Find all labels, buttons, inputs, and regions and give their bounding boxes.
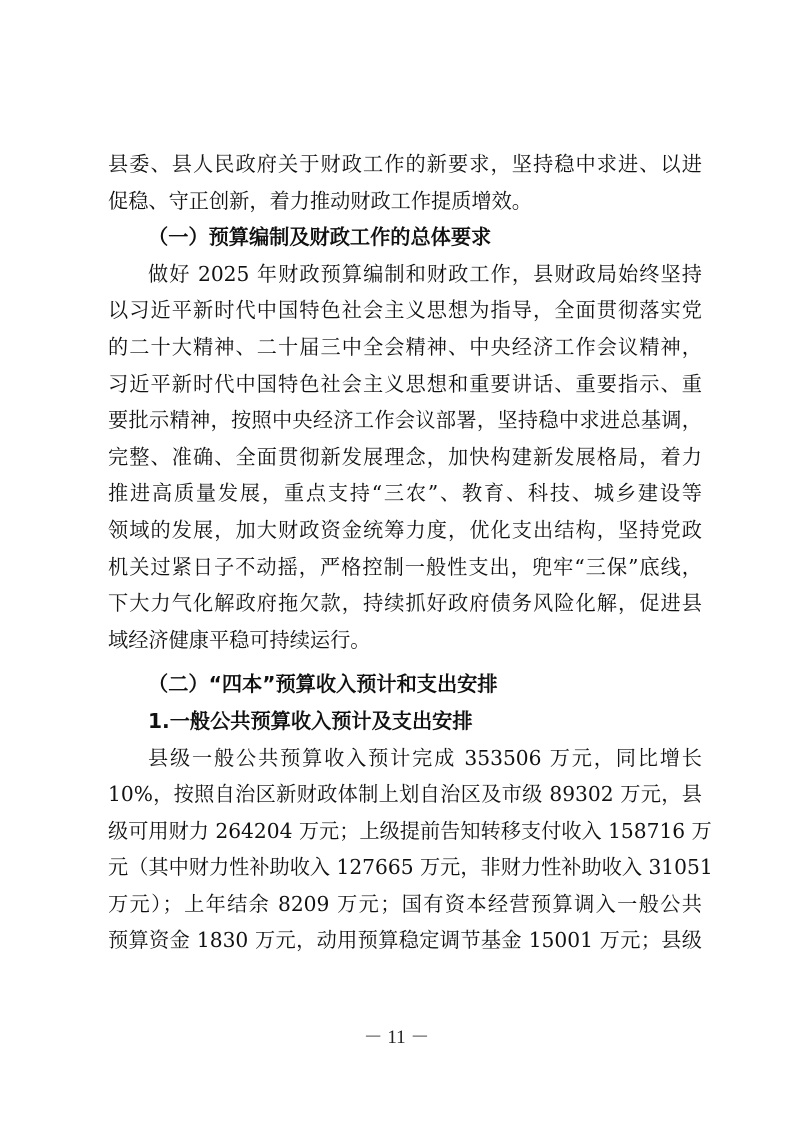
text-line: 级可用财力 264204 万元；上级提前告知转移支付收入 158716 万 [108, 818, 712, 843]
text-line: 预算资金 1830 万元，动用预算稳定调节基金 15001 万元；县级 [108, 928, 702, 953]
text-line: 促稳、守正创新，着力推动财政工作提质增效。 [108, 188, 532, 213]
paragraph-overall-requirements [108, 256, 702, 659]
text-line: 以习近平新时代中国特色社会主义思想为指导，全面贯彻落实党 [108, 298, 702, 323]
text-line: 完整、准确、全面贯彻新发展理念，加快构建新发展格局，着力 [108, 444, 702, 469]
text-line: 推进高质量发展，重点支持“三农”、教育、科技、城乡建设等 [108, 481, 702, 506]
text-line: 域经济健康平稳可持续运行。 [108, 627, 371, 652]
text-line: 元（其中财力性补助收入 127665 万元，非财力性补助收入 31051 [108, 855, 713, 880]
text-line: 县级一般公共预算收入预计完成 353506 万元，同比增长 [148, 745, 702, 770]
text-line: 习近平新时代中国特色社会主义思想和重要讲话、重要指示、重 [108, 371, 702, 396]
text-line: 要批示精神，按照中央经济工作会议部署，坚持稳中求进总基调， [108, 408, 702, 433]
paragraph-gap [108, 658, 702, 666]
document-body [108, 146, 713, 959]
text-line: 下大力气化解政府拖欠款，持续抓好政府债务风险化解，促进县 [108, 591, 702, 616]
text-line: 10%，按照自治区新财政体制上划自治区及市级 89302 万元，县 [108, 782, 702, 807]
text-line: 的二十大精神、二十届三中全会精神、中央经济工作会议精神， [108, 334, 702, 359]
paragraph-budget-revenue [108, 740, 713, 960]
section-heading-1: （一）预算编制及财政工作的总体要求 [148, 225, 492, 250]
text-line: 万元）；上年结余 8209 万元；国有资本经营预算调入一般公共 [108, 891, 702, 916]
section-heading-2: （二）“四本”预算收入预计和支出安排 [148, 672, 498, 697]
paragraph-intro [108, 146, 702, 219]
text-line: 机关过紧日子不动摇，严格控制一般性支出，兜牢“三保”底线， [108, 554, 702, 579]
text-line: 县委、县人民政府关于财政工作的新要求，坚持稳中求进、以进 [108, 152, 702, 176]
page-number: － 11 － [363, 1027, 430, 1048]
text-line: 做好 2025 年财政预算编制和财政工作，县财政局始终坚持 [148, 261, 702, 286]
subsection-heading-1: 1.一般公共预算收入预计及支出安排 [148, 708, 473, 733]
text-line: 领域的发展，加大财政资金统筹力度，优化支出结构，坚持党政 [108, 517, 702, 542]
